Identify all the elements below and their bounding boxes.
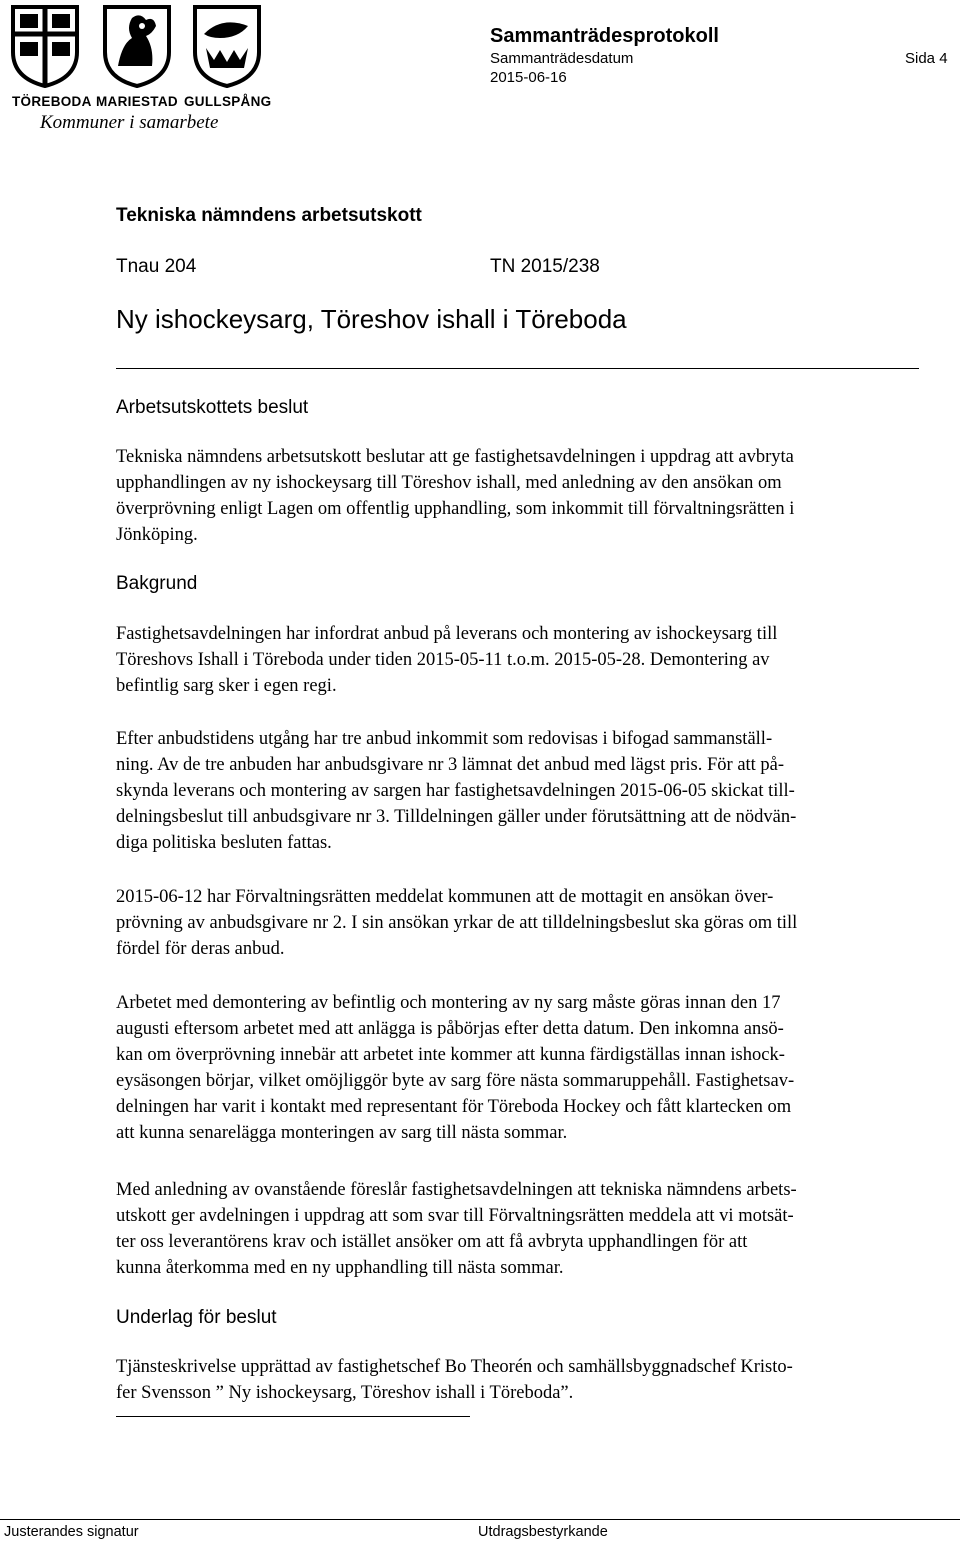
logo-name-gullspang: GULLSPÅNG — [184, 94, 272, 109]
meeting-date-value: 2015-06-16 — [490, 69, 567, 86]
paragraph-line: utskott ger avdelningen i uppdrag att som svar till Förvaltningsrätten meddela att vi motsät- — [116, 1206, 794, 1226]
paragraph-line: överprövning enligt Lagen om offentlig upphandling, som inkommit till förvaltningsrätten i — [116, 499, 795, 519]
paragraph-line: Arbetet med demontering av befintlig och montering av ny sarg måste göras innan den 17 — [116, 993, 781, 1013]
logo-name-toreboda: TÖREBODA — [12, 94, 92, 109]
footer-divider — [0, 1519, 960, 1520]
extract-certification-label: Utdragsbestyrkande — [478, 1524, 608, 1540]
page-number: Sida 4 — [905, 50, 948, 67]
paragraph-line: Med anledning av ovanstående föreslår fastighetsavdelningen att tekniska nämndens arbets- — [116, 1180, 797, 1200]
paragraph-line: fördel för deras anbud. — [116, 939, 285, 959]
basis-paragraph — [116, 1354, 960, 1406]
paragraph-line: augusti eftersom arbetet med att anlägga is påbörjas efter detta datum. Den inkomna ansö- — [116, 1019, 784, 1039]
paragraph-line: kan om överprövning innebär att arbetet inte kommer att kunna färdigställas innan ishock- — [116, 1045, 785, 1065]
paragraph-line: ning. Av de tre anbuden har anbudsgivare nr 3 lämnat det anbud med lägst pris. För att på- — [116, 755, 785, 775]
committee-heading: Tekniska nämndens arbetsutskott — [116, 205, 422, 226]
registry-number: TN 2015/238 — [490, 256, 600, 277]
paragraph-line: Fastighetsavdelningen har infordrat anbud på leverans och montering av ishockeysarg till — [116, 624, 778, 644]
gullspang-crest-icon — [192, 4, 262, 88]
paragraph-line: befintlig sarg sker i egen regi. — [116, 676, 337, 696]
municipal-logo — [10, 4, 272, 134]
background-paragraph — [116, 726, 960, 856]
paragraph-line: Tjänsteskrivelse upprättad av fastighetschef Bo Theorén och samhällsbyggnadschef Kristo- — [116, 1357, 793, 1377]
paragraph-line: eysäsongen börjar, vilket omöjliggör byte av sarg före nästa sommaruppehåll. Fastighetsav- — [116, 1071, 795, 1091]
paragraph-line: diga politiska besluten fattas. — [116, 833, 332, 853]
basis-heading: Underlag för beslut — [116, 1307, 277, 1328]
paragraph-line: delningsbeslut till anbudsgivare nr 3. Tilldelningen gäller under förutsättning att de nödvän- — [116, 807, 797, 827]
toreboda-crest-icon — [10, 4, 80, 88]
background-paragraph — [116, 884, 960, 962]
paragraph-line: 2015-06-12 har Förvaltningsrätten meddelat kommunen att de mottagit en ansökan över- — [116, 887, 774, 907]
paragraph-line: Tekniska nämndens arbetsutskott beslutar att ge fastighetsavdelningen i uppdrag att avbryta — [116, 447, 794, 467]
meeting-date-label: Sammanträdesdatum — [490, 50, 634, 67]
decision-heading: Arbetsutskottets beslut — [116, 397, 309, 418]
paragraph-line: upphandlingen av ny ishockeysarg till Töreshov ishall, med anledning av den ansökan om — [116, 473, 782, 493]
document-title: Sammanträdesprotokoll — [490, 25, 719, 47]
subject-title: Ny ishockeysarg, Töreshov ishall i Töreboda — [116, 304, 627, 334]
background-paragraph — [116, 990, 960, 1146]
background-paragraph — [116, 1177, 960, 1281]
end-divider — [116, 1416, 470, 1417]
logo-tagline: Kommuner i samarbete — [40, 112, 219, 133]
paragraph-line: att kunna senarelägga monteringen av sarg till nästa sommar. — [116, 1123, 568, 1143]
paragraph-line: skynda leverans och montering av sargen har fastighetsavdelningen 2015-06-05 skickat till- — [116, 781, 795, 801]
paragraph-line: delningen har varit i kontakt med representant för Töreboda Hockey och fått klartecken om — [116, 1097, 792, 1117]
paragraph-line: Töreshovs Ishall i Töreboda under tiden 2015-05-11 t.o.m. 2015-05-28. Demontering av — [116, 650, 770, 670]
divider — [116, 368, 919, 369]
paragraph-line: kunna återkomma med en ny upphandling till nästa sommar. — [116, 1258, 564, 1278]
paragraph-line: Jönköping. — [116, 525, 198, 545]
signature-label: Justerandes signatur — [4, 1524, 139, 1540]
mariestad-crest-icon — [102, 4, 172, 88]
paragraph-line: Efter anbudstidens utgång har tre anbud inkommit som redovisas i bifogad sammanställ- — [116, 729, 773, 749]
paragraph-line: prövning av anbudsgivare nr 2. I sin ansökan yrkar de att tilldelningsbeslut ska göras om till — [116, 913, 798, 933]
paragraph-line: fer Svensson ” Ny ishockeysarg, Töreshov ishall i Töreboda”. — [116, 1383, 574, 1403]
decision-paragraph — [116, 444, 960, 548]
logo-name-mariestad: MARIESTAD — [96, 94, 178, 109]
background-heading: Bakgrund — [116, 573, 198, 594]
case-id: Tnau 204 — [116, 256, 197, 277]
background-paragraph — [116, 621, 960, 699]
paragraph-line: ter oss leverantörens krav och istället ansöker om att få avbryta upphandlingen för att — [116, 1232, 748, 1252]
